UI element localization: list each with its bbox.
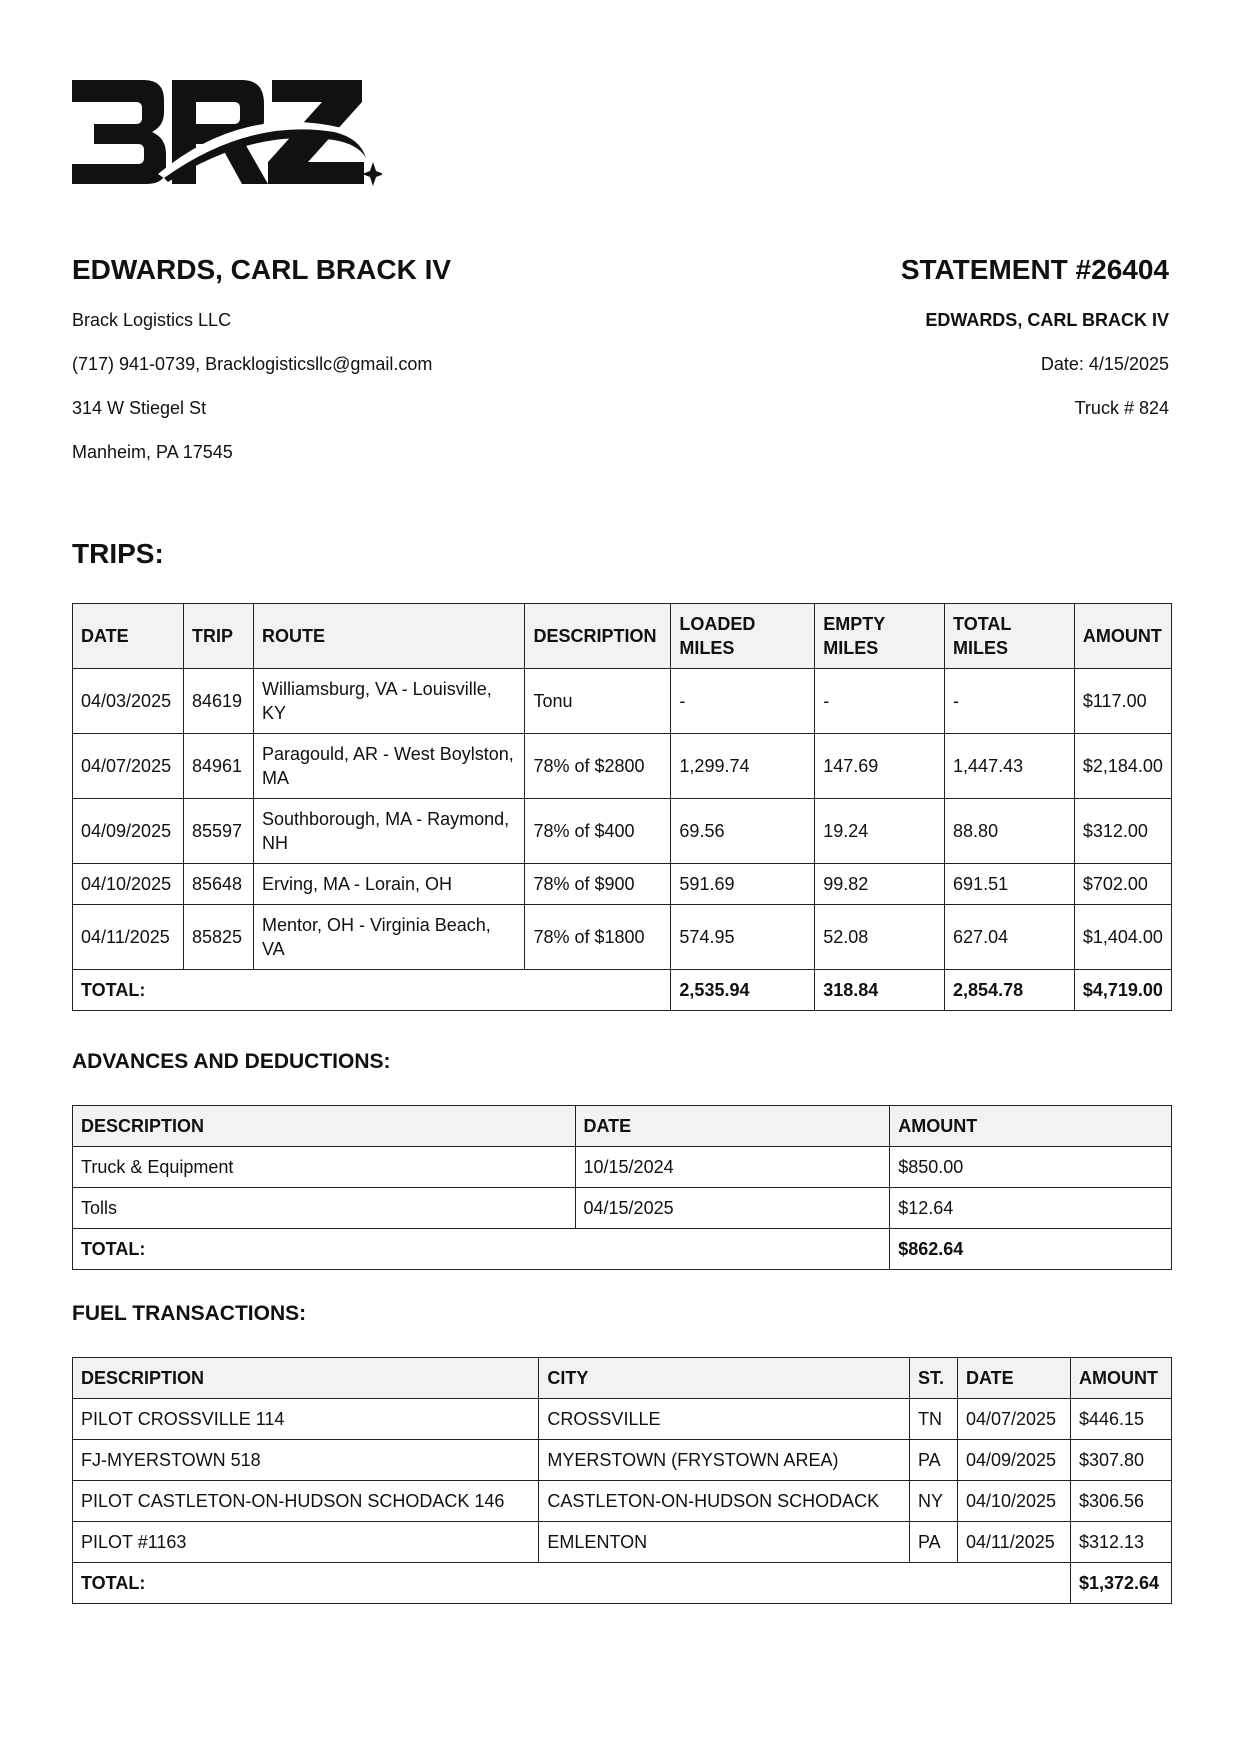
fuel-state: PA bbox=[910, 1440, 958, 1481]
trip-number: 85825 bbox=[183, 905, 253, 970]
col-amount: AMOUNT bbox=[1070, 1358, 1171, 1399]
company-name: Brack Logistics LLC bbox=[72, 310, 232, 330]
table-row bbox=[73, 1188, 1172, 1229]
statement-driver-name: EDWARDS, CARL BRACK IV bbox=[925, 310, 1169, 330]
statement-date: Date: 4/15/2025 bbox=[1040, 354, 1169, 374]
table-row bbox=[73, 1481, 1172, 1522]
advance-description: Truck & Equipment bbox=[73, 1147, 576, 1188]
table-row bbox=[73, 1522, 1172, 1563]
truck-number: Truck # 824 bbox=[1074, 398, 1169, 418]
col-description: DESCRIPTION bbox=[525, 604, 671, 669]
trip-date: 04/11/2025 bbox=[73, 905, 184, 970]
trip-loaded-miles: - bbox=[671, 669, 815, 734]
fuel-description: PILOT CASTLETON-ON-HUDSON SCHODACK 146 bbox=[73, 1481, 539, 1522]
trip-number: 84961 bbox=[183, 734, 253, 799]
trip-route: Mentor, OH - Virginia Beach, VA bbox=[253, 905, 524, 970]
fuel-total-amount: $1,372.64 bbox=[1070, 1563, 1171, 1604]
trip-empty-miles: 19.24 bbox=[815, 799, 945, 864]
fuel-state: NY bbox=[910, 1481, 958, 1522]
trip-empty-miles: 99.82 bbox=[815, 864, 945, 905]
fuel-date: 04/07/2025 bbox=[957, 1399, 1070, 1440]
fuel-description: PILOT CROSSVILLE 114 bbox=[73, 1399, 539, 1440]
advances-header-row bbox=[73, 1106, 1172, 1147]
trip-amount: $1,404.00 bbox=[1074, 905, 1171, 970]
fuel-header-row bbox=[73, 1358, 1172, 1399]
trip-empty-miles: - bbox=[815, 669, 945, 734]
trips-total-empty: 318.84 bbox=[815, 970, 945, 1011]
advance-date: 04/15/2025 bbox=[575, 1188, 890, 1229]
fuel-date: 04/09/2025 bbox=[957, 1440, 1070, 1481]
fuel-date: 04/10/2025 bbox=[957, 1481, 1070, 1522]
trip-route: Paragould, AR - West Boylston, MA bbox=[253, 734, 524, 799]
trip-date: 04/10/2025 bbox=[73, 864, 184, 905]
col-amount: AMOUNT bbox=[890, 1106, 1172, 1147]
trips-total-loaded: 2,535.94 bbox=[671, 970, 815, 1011]
table-row bbox=[73, 1147, 1172, 1188]
trip-total-miles: 1,447.43 bbox=[945, 734, 1075, 799]
trips-total-row bbox=[73, 970, 1172, 1011]
address-line-1: 314 W Stiegel St bbox=[72, 398, 207, 418]
trips-total-amount: $4,719.00 bbox=[1074, 970, 1171, 1011]
fuel-city: CROSSVILLE bbox=[539, 1399, 910, 1440]
trip-amount: $312.00 bbox=[1074, 799, 1171, 864]
col-date: DATE bbox=[575, 1106, 890, 1147]
advances-table bbox=[72, 1105, 1172, 1270]
trip-description: 78% of $900 bbox=[525, 864, 671, 905]
driver-info bbox=[72, 252, 632, 484]
fuel-city: MYERSTOWN (FRYSTOWN AREA) bbox=[539, 1440, 910, 1481]
col-state: ST. bbox=[910, 1358, 958, 1399]
advances-heading: ADVANCES AND DEDUCTIONS: bbox=[72, 1050, 391, 1073]
col-trip: TRIP bbox=[183, 604, 253, 669]
fuel-amount: $312.13 bbox=[1070, 1522, 1171, 1563]
col-route: ROUTE bbox=[253, 604, 524, 669]
trip-loaded-miles: 591.69 bbox=[671, 864, 815, 905]
trip-loaded-miles: 69.56 bbox=[671, 799, 815, 864]
trip-loaded-miles: 574.95 bbox=[671, 905, 815, 970]
col-description: DESCRIPTION bbox=[73, 1106, 576, 1147]
trip-date: 04/07/2025 bbox=[73, 734, 184, 799]
fuel-amount: $307.80 bbox=[1070, 1440, 1171, 1481]
driver-contact: (717) 941-0739, Bracklogisticsllc@gmail.com bbox=[72, 354, 433, 374]
col-amount: AMOUNT bbox=[1074, 604, 1171, 669]
fuel-city: CASTLETON-ON-HUDSON SCHODACK bbox=[539, 1481, 910, 1522]
fuel-description: PILOT #1163 bbox=[73, 1522, 539, 1563]
trips-header-row bbox=[73, 604, 1172, 669]
table-row bbox=[73, 1440, 1172, 1481]
col-empty-miles: EMPTY MILES bbox=[815, 604, 945, 669]
trip-total-miles: 691.51 bbox=[945, 864, 1075, 905]
col-city: CITY bbox=[539, 1358, 910, 1399]
table-row bbox=[73, 864, 1172, 905]
trip-amount: $117.00 bbox=[1074, 669, 1171, 734]
trip-description: Tonu bbox=[525, 669, 671, 734]
trip-date: 04/03/2025 bbox=[73, 669, 184, 734]
fuel-city: EMLENTON bbox=[539, 1522, 910, 1563]
address-line-2: Manheim, PA 17545 bbox=[72, 442, 233, 462]
trip-empty-miles: 52.08 bbox=[815, 905, 945, 970]
trip-number: 85648 bbox=[183, 864, 253, 905]
trip-total-miles: - bbox=[945, 669, 1075, 734]
trips-table bbox=[72, 603, 1172, 1011]
table-row bbox=[73, 799, 1172, 864]
fuel-amount: $446.15 bbox=[1070, 1399, 1171, 1440]
col-date: DATE bbox=[957, 1358, 1070, 1399]
trip-loaded-miles: 1,299.74 bbox=[671, 734, 815, 799]
trip-description: 78% of $1800 bbox=[525, 905, 671, 970]
fuel-state: TN bbox=[910, 1399, 958, 1440]
col-loaded-miles: LOADED MILES bbox=[671, 604, 815, 669]
trip-total-miles: 627.04 bbox=[945, 905, 1075, 970]
fuel-description: FJ-MYERSTOWN 518 bbox=[73, 1440, 539, 1481]
trip-number: 84619 bbox=[183, 669, 253, 734]
col-date: DATE bbox=[73, 604, 184, 669]
advances-total-row bbox=[73, 1229, 1172, 1270]
brz-logo bbox=[72, 78, 382, 190]
trip-amount: $702.00 bbox=[1074, 864, 1171, 905]
fuel-amount: $306.56 bbox=[1070, 1481, 1171, 1522]
advances-total-label: TOTAL: bbox=[73, 1229, 890, 1270]
driver-name: EDWARDS, CARL BRACK IV bbox=[72, 254, 452, 285]
trips-total-label: TOTAL: bbox=[73, 970, 671, 1011]
trip-date: 04/09/2025 bbox=[73, 799, 184, 864]
table-row bbox=[73, 905, 1172, 970]
trip-number: 85597 bbox=[183, 799, 253, 864]
advance-amount: $12.64 bbox=[890, 1188, 1172, 1229]
advances-total-amount: $862.64 bbox=[890, 1229, 1172, 1270]
fuel-total-row bbox=[73, 1563, 1172, 1604]
trip-route: Southborough, MA - Raymond, NH bbox=[253, 799, 524, 864]
advance-amount: $850.00 bbox=[890, 1147, 1172, 1188]
trip-description: 78% of $2800 bbox=[525, 734, 671, 799]
table-row bbox=[73, 669, 1172, 734]
trip-empty-miles: 147.69 bbox=[815, 734, 945, 799]
col-description: DESCRIPTION bbox=[73, 1358, 539, 1399]
trips-total-miles: 2,854.78 bbox=[945, 970, 1075, 1011]
trip-route: Erving, MA - Lorain, OH bbox=[253, 864, 524, 905]
table-row bbox=[73, 1399, 1172, 1440]
trip-amount: $2,184.00 bbox=[1074, 734, 1171, 799]
advance-date: 10/15/2024 bbox=[575, 1147, 890, 1188]
fuel-total-label: TOTAL: bbox=[73, 1563, 1071, 1604]
trip-description: 78% of $400 bbox=[525, 799, 671, 864]
statement-info bbox=[649, 252, 1169, 440]
advance-description: Tolls bbox=[73, 1188, 576, 1229]
col-total-miles: TOTAL MILES bbox=[945, 604, 1075, 669]
trips-heading: TRIPS: bbox=[72, 538, 164, 569]
fuel-table bbox=[72, 1357, 1172, 1604]
trip-route: Williamsburg, VA - Louisville, KY bbox=[253, 669, 524, 734]
table-row bbox=[73, 734, 1172, 799]
trip-total-miles: 88.80 bbox=[945, 799, 1075, 864]
fuel-date: 04/11/2025 bbox=[957, 1522, 1070, 1563]
fuel-state: PA bbox=[910, 1522, 958, 1563]
fuel-heading: FUEL TRANSACTIONS: bbox=[72, 1302, 307, 1325]
statement-title: STATEMENT #26404 bbox=[900, 254, 1169, 285]
